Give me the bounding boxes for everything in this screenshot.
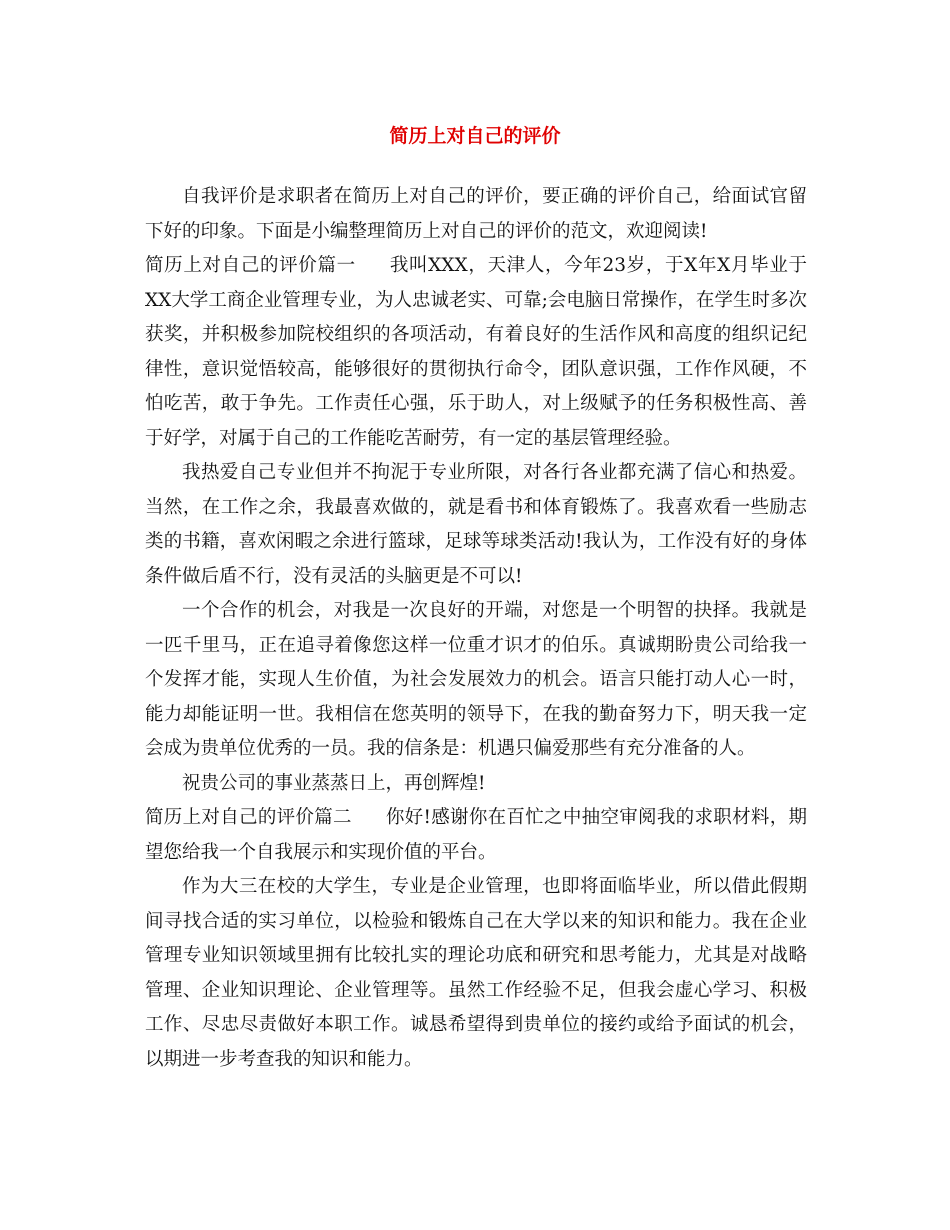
hobbies-paragraph [145,456,807,594]
paragraph-text: 作为大三在校的大学生，专业是企业管理，也即将面临毕业，所以借此假期间寻找合适的实习单位，以检验和锻炼自己在大学以来的知识和能力。我在企业管理专业知识领域里拥有比较扎实的理论功底和研究和思考能力，尤其是对战略管理、企业知识理论、企业管理等。虽然工作经验不足，但我会虚心学习、积极工作、尽忠尽责做好本职工作。诚恳希望得到贵单位的接约或给予面试的机会，以期进一步考查我的知识和能力。 [145,876,807,1070]
section-heading-one: 简历上对自己的评价篇一 [145,255,356,276]
paragraph-text: 一个合作的机会，对我是一次良好的开端，对您是一个明智的抉择。我就是一匹千里马，正在追寻着像您这样一位重才识才的伯乐。真诚期盼贵公司给我一个发挥才能，实现人生价值，为社会发展效力的机会。语言只能打动人心一时，能力却能证明一世。我相信在您英明的领导下，在我的勤奋努力下，明天我一定会成为贵单位优秀的一员。我的信条是：机遇只偏爱那些有充分准备的人。 [145,600,807,759]
paragraph-text: 自我评价是求职者在简历上对自己的评价，要正确的评价自己，给面试官留下好的印象。下面是小编整理简历上对自己的评价的范文，欢迎阅读! [145,186,807,242]
opportunity-paragraph [145,594,807,767]
paragraph-text: 祝贵公司的事业蒸蒸日上，再创辉煌! [182,772,486,794]
section-heading-two: 简历上对自己的评价篇二 [145,807,352,828]
wish-paragraph [145,767,807,802]
page-title: 简历上对自己的评价 [389,125,561,147]
document-body [145,180,807,1077]
section-two-paragraph [145,801,807,870]
internship-paragraph [145,870,807,1077]
section-one-paragraph [145,249,807,456]
intro-paragraph [145,180,807,249]
paragraph-text: 我叫XXX，天津人，今年23岁，于X年X月毕业于XX大学工商企业管理专业，为人忠诚老实、可靠;会电脑日常操作，在学生时多次获奖，并积极参加院校组织的各项活动，有着良好的生活作风和高度的组织记纪律性，意识觉悟较高，能够很好的贯彻执行命令，团队意识强，工作作风硬，不怕吃苦，敢于争先。工作责任心强，乐于助人，对上级赋予的任务积极性高、善于好学，对属于自己的工作能吃苦耐劳，有一定的基层管理经验。 [145,255,807,449]
paragraph-text: 你好!感谢你在百忙之中抽空审阅我的求职材料，期望您给我一个自我展示和实现价值的平台。 [145,807,807,863]
paragraph-text: 我热爱自己专业但并不拘泥于专业所限，对各行各业都充满了信心和热爱。当然，在工作之余，我最喜欢做的，就是看书和体育锻炼了。我喜欢看一些励志类的书籍，喜欢闲暇之余进行篮球，足球等球类活动!我认为，工作没有好的身体条件做后盾不行，没有灵活的头脑更是不可以! [145,462,807,587]
